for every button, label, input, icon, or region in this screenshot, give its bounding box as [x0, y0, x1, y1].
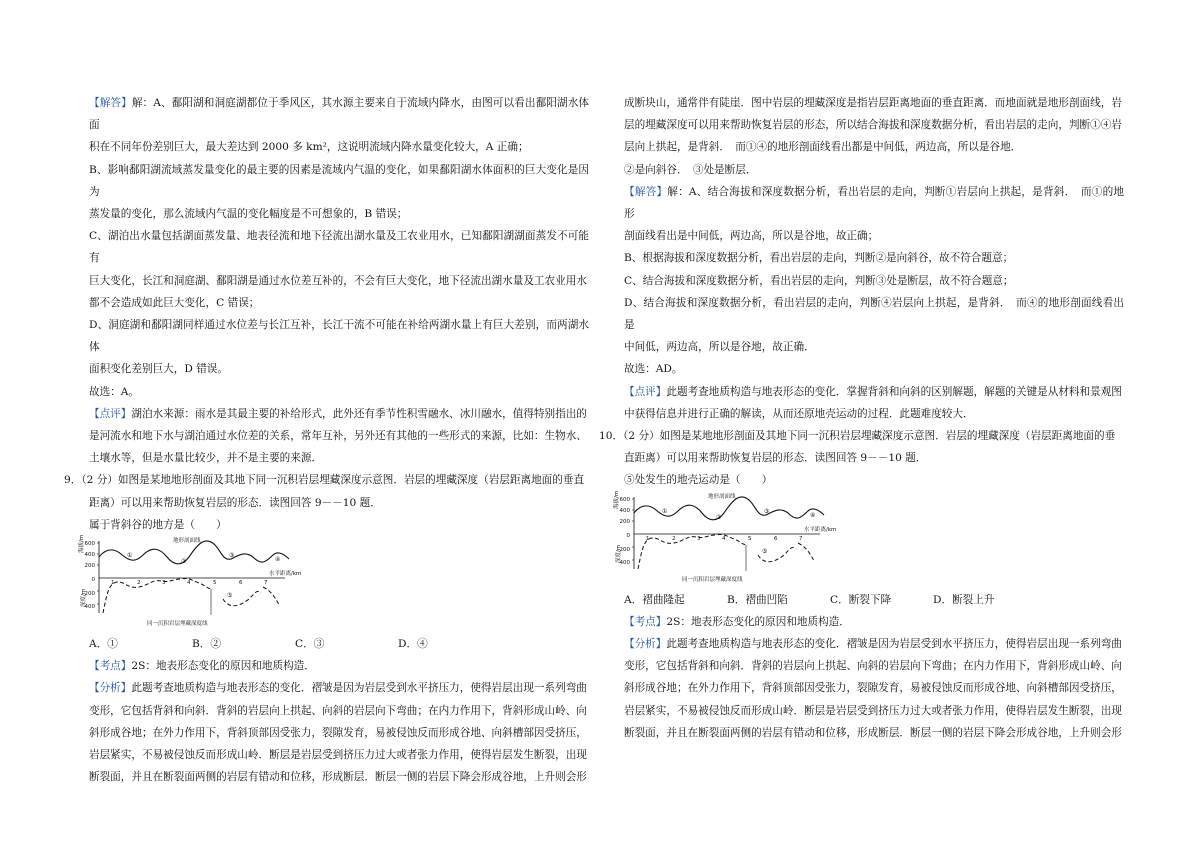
analysis-text: 斜形成谷地；在外力作用下，背斜顶部因受张力，裂隙发育，易被侵蚀反而形成谷地、向斜槽部因受挤压， [89, 726, 587, 739]
tick-label: 400 [84, 604, 95, 611]
x-tick-label: 2 [137, 580, 141, 587]
comment-text: 中获得信息并进行正确的解读，从而还原地壳运动的过程．此题难度较大． [624, 407, 974, 420]
comment-tag: 【点评】 [624, 385, 667, 398]
comment-text: 是河流水和地下水与湖泊通过水位差的关系，常年互补，另外还有其他的一些形式的来源，比如：生物水、 [89, 430, 587, 443]
x-tick-label: 3 [697, 535, 701, 542]
marker-5: ⑤ [762, 547, 768, 555]
left-column [64, 92, 589, 788]
marker-2: ② [181, 558, 187, 566]
cross-section-diagram [79, 534, 329, 633]
tick-label: 0 [626, 532, 630, 539]
comment-paragraph: 【点评】湖泊水来源：雨水是其最主要的补给形式，此外还有季节性积雪融水、冰川融水，值得特别指出的 [89, 407, 587, 420]
analysis-text: 层向上拱起，是背斜． 而①④的地形剖面线看出都是中间低，两边高，所以是谷地． [624, 141, 1022, 154]
marker-4: ④ [810, 511, 816, 519]
options-row [624, 589, 1124, 611]
answer-text: 积在不同年份差别巨大，最大差达到 2000 多 km²，这说明流域内降水量变化较大，A 正确； [89, 141, 529, 154]
analysis-text: 层的埋藏深度可以用来帮助恢复岩层的形态，所以结合海拔和深度数据分析，看出岩层的走向，判断①④岩 [624, 119, 1122, 132]
x-tick-label: 2 [672, 535, 676, 542]
tick-label: 400 [84, 552, 95, 559]
x-axis-label: 水平距离/km [804, 526, 837, 533]
rock-layer-depth-line [103, 579, 279, 614]
marker-5: ⑤ [227, 592, 233, 600]
x-tick-label: 6 [774, 535, 778, 542]
cross-section-diagram [614, 490, 864, 589]
right-column [599, 92, 1124, 744]
answer-choice: 故选：A。 [89, 385, 140, 398]
analysis-text: 断裂面，并且在断裂面两侧的岩层有错动和位移，形成断层．断层一侧的岩层下降会形成谷地，上升则会形 [89, 771, 587, 784]
x-tick-label: 4 [187, 580, 191, 587]
rock-layer-depth-line [638, 534, 814, 569]
tick-label: 600 [619, 496, 630, 503]
option-a[interactable]: A．① [89, 638, 118, 651]
question-9: 9．（2 分）如图是某地地形剖面及其地下同一沉积岩层埋藏深度示意图．岩层的埋藏深度（岩层距离地面的垂直 [64, 474, 585, 487]
knowledge-point: 【考点】2S：地表形态变化的原因和地质构造． [89, 660, 315, 673]
answer-text: 中间低，两边高，所以是谷地，故正确． [624, 341, 815, 354]
question-text: 距离）可以用来帮助恢复岩层的形态．读图回答 9－－10 题． [89, 496, 381, 509]
analysis-text: ②是向斜谷． ③处是断层． [624, 163, 757, 176]
answer-choice: 故选：AD。 [624, 363, 683, 376]
y-label-bottom: 深度/m [81, 588, 87, 608]
marker-1: ① [127, 552, 133, 560]
comment-text: 土壤水等，但是水量比较少，并不是主要的来源． [89, 452, 323, 465]
answer-tag: 【解答】 [624, 185, 668, 198]
answer-paragraph: 【解答】解：A、鄱阳湖和洞庭湖都位于季风区，其水源主要来自于流域内降水，由图可以看出鄱阳湖水体面 [89, 97, 589, 132]
option-a[interactable]: A．褶曲隆起 [624, 593, 685, 606]
marker-4: ④ [275, 556, 281, 564]
tick-label: 200 [619, 546, 630, 553]
answer-text: 都不会造成如此巨大变化，C 错误； [89, 296, 260, 309]
tick-label: 0 [91, 577, 95, 584]
analysis-paragraph: 【分析】此题考查地质构造与地表形态的变化．褶皱是因为岩层受到水平挤压力，使得岩层出现一系列弯曲 [89, 682, 587, 695]
option-b[interactable]: B．② [192, 638, 221, 651]
y-label-bottom: 深度/m [616, 544, 622, 563]
analysis-tag: 【分析】 [624, 638, 667, 651]
option-c[interactable]: C．③ [295, 638, 325, 651]
tick-label: 400 [619, 507, 630, 514]
y-label-top: 海拔/m [79, 534, 85, 554]
x-tick-label: 5 [213, 580, 217, 587]
answer-text: 蒸发量的变化，那么流域内气温的变化幅度是不可想象的，B 错误； [89, 208, 408, 221]
knowledge-point: 【考点】2S：地表形态变化的原因和地质构造． [624, 615, 850, 628]
answer-text: 巨大变化，长江和洞庭湖、鄱阳湖是通过水位差互补的，不会有巨大变化，地下径流出湖水量及工农业用水 [89, 274, 587, 287]
marker-2: ② [716, 513, 722, 521]
x-tick-label: 7 [264, 580, 268, 587]
analysis-text: 岩层紧实，不易被侵蚀反而形成山岭．断层是岩层受到挤压力过大或者张力作用，使得岩层发生断裂，出现 [624, 704, 1122, 717]
analysis-text: 断裂面，并且在断裂面两侧的岩层有错动和位移，形成断层．断层一侧的岩层下降会形成谷地，上升则会形 [624, 726, 1122, 739]
y-label-top: 海拔/m [614, 490, 620, 509]
option-c[interactable]: C．断裂下降 [830, 593, 892, 606]
x-tick-label: 1 [646, 535, 650, 542]
tick-label: 600 [84, 541, 95, 548]
tick-label: 200 [619, 518, 630, 525]
option-d[interactable]: D．断裂上升 [933, 593, 995, 606]
comment-paragraph: 【点评】此题考查地质构造与地表形态的变化．掌握背斜和向斜的区别解题，解题的关键是从材料和景观图 [624, 385, 1122, 398]
analysis-text: 变形，它包括背斜和向斜．背斜的岩层向上拱起、向斜的岩层向下弯曲；在内力作用下，背斜形成山岭、向 [624, 660, 1122, 673]
x-tick-label: 6 [239, 580, 243, 587]
question-10: 10．（2 分）如图是某地地形剖面及其地下同一沉积岩层埋藏深度示意图．岩层的埋藏深度（岩层距离地面的垂 [599, 430, 1116, 443]
answer-text: D、结合海拔和深度数据分析，看出岩层的走向，判断④岩层向上拱起，是背斜． 而④的地形剖面线看出是 [624, 296, 1124, 332]
x-tick-label: 1 [111, 580, 115, 587]
x-tick-label: 7 [799, 535, 803, 542]
analysis-text: 成断块山，通常伴有陡崖．图中岩层的埋藏深度是指岩层距离地面的垂直距离．而地面就是地形剖面线，岩 [624, 97, 1122, 109]
analysis-tag: 【分析】 [89, 682, 132, 695]
analysis-text: 岩层紧实，不易被侵蚀反而形成山岭．断层是岩层受到挤压力过大或者张力作用，使得岩层发生断裂，出现 [89, 749, 587, 762]
analysis-text: 斜形成谷地；在外力作用下，背斜顶部因受张力，裂隙发育，易被侵蚀反而形成谷地、向斜槽部因受挤压， [624, 682, 1122, 695]
terrain-rock-figure [79, 534, 589, 633]
answer-text: B、影响鄱阳湖流域蒸发量变化的最主要的因素是流域内气温的变化，如果鄱阳湖水体面积的巨大变化是因为 [89, 163, 589, 198]
answer-text: 面积变化差别巨大，D 错误。 [89, 363, 228, 376]
answer-text: C、结合海拔和深度数据分析，看出岩层的走向，判断③处是断层，故不符合题意； [624, 274, 1014, 287]
options-row [89, 633, 589, 655]
terrain-rock-figure [614, 490, 1124, 589]
x-tick-label: 3 [162, 580, 166, 587]
x-tick-label: 4 [722, 535, 726, 542]
answer-tag: 【解答】 [89, 97, 132, 109]
answer-text: D、洞庭湖和鄱阳湖同样通过水位差与长江互补，长江干流不可能在补给两湖水量上有巨大差别，而两湖水体 [89, 319, 589, 354]
marker-1: ① [662, 507, 668, 515]
analysis-paragraph: 【分析】此题考查地质构造与地表形态的变化．褶皱是因为岩层受到水平挤压力，使得岩层出现一系列弯曲 [624, 638, 1122, 651]
answer-text: B、根据海拔和深度数据分析，看出岩层的走向，判断②是向斜谷，故不符合题意； [624, 252, 1014, 265]
answer-text: C、湖泊出水量包括湖面蒸发量、地表径流和地下径流出湖水量及工农业用水，已知鄱阳湖湖面蒸发不可能有 [89, 230, 589, 265]
comment-tag: 【点评】 [89, 407, 132, 420]
knowledge-tag: 【考点】 [624, 615, 667, 628]
rock-layer-label: 同一沉积岩层埋藏深度线 [147, 621, 208, 628]
terrain-label: 地形剖面线 [708, 493, 736, 500]
knowledge-tag: 【考点】 [89, 660, 132, 673]
tick-label: 200 [84, 563, 95, 570]
tick-label: 400 [619, 559, 630, 566]
answer-text: 剖面线看出是中间低，两边高，所以是谷地，故正确； [624, 230, 879, 243]
tick-label: 200 [84, 591, 95, 598]
analysis-text: 变形，它包括背斜和向斜．背斜的岩层向上拱起、向斜的岩层向下弯曲；在内力作用下，背斜形成山岭、向 [89, 704, 587, 717]
rock-layer-label: 同一沉积岩层埋藏深度线 [682, 576, 743, 583]
answer-paragraph: 【解答】解：A、结合海拔和深度数据分析，看出岩层的走向，判断①岩层向上拱起，是背斜． 而①的地形 [624, 185, 1124, 221]
question-prompt: ⑤处发生的地壳运动是（ ） [624, 474, 773, 487]
x-tick-label: 5 [748, 535, 752, 542]
option-d[interactable]: D．④ [398, 638, 428, 651]
terrain-label: 地形剖面线 [173, 538, 201, 545]
x-axis-label: 水平距离/km [269, 571, 302, 578]
option-b[interactable]: B．褶曲凹陷 [727, 593, 788, 606]
question-prompt: 属于背斜谷的地方是（ ） [89, 518, 227, 531]
question-text: 直距离）可以用来帮助恢复岩层的形态．读图回答 9－－10 题． [624, 452, 927, 465]
marker-3: ③ [764, 507, 770, 515]
marker-3: ③ [229, 552, 235, 560]
